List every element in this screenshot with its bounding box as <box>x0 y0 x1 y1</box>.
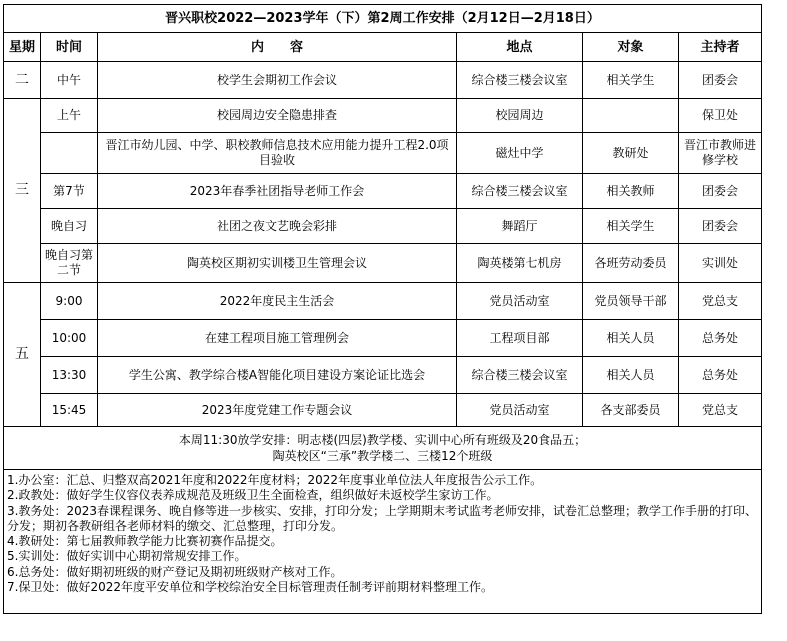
table-row <box>4 283 762 320</box>
dismissal-notice <box>4 427 762 470</box>
table-row <box>4 394 762 427</box>
target-cell: 各班劳动委员 <box>583 244 679 283</box>
header-target: 对象 <box>583 33 679 62</box>
table-row <box>4 209 762 244</box>
location-cell: 校园周边 <box>457 99 583 133</box>
department-tasks <box>4 470 762 614</box>
content-cell: 2023年度党建工作专题会议 <box>98 394 457 427</box>
host-cell: 团委会 <box>679 209 762 244</box>
list-item: 5.实训处：做好实训中心期初常规安排工作。 <box>7 549 247 564</box>
host-cell: 党总支 <box>679 283 762 320</box>
content-cell: 陶英校区期初实训楼卫生管理会议 <box>98 244 457 283</box>
notice-row <box>4 427 762 470</box>
table-row <box>4 62 762 99</box>
list-item: 4.教研处：第七届教师教学能力比赛初赛作品提交。 <box>7 534 283 549</box>
title-row <box>4 5 762 33</box>
notice-line: 本周11:30放学安排：明志楼(四层)教学楼、实训中心所有班级及20食品五； <box>178 433 587 447</box>
time-cell: 晚自习第二节 <box>41 244 98 283</box>
header-host: 主持者 <box>679 33 762 62</box>
page-title: 晋兴职校2022—2023学年（下）第2周工作安排（2月12日—2月18日） <box>4 5 762 33</box>
time-cell: 晚自习 <box>41 209 98 244</box>
list-item: 6.总务处：做好期初班级的财产登记及期初班级财产核对工作。 <box>7 564 343 579</box>
time-cell <box>41 133 98 174</box>
content-cell: 社团之夜文艺晚会彩排 <box>98 209 457 244</box>
target-cell: 教研处 <box>583 133 679 174</box>
tasks-row <box>4 470 762 614</box>
header-day: 星期 <box>4 33 41 62</box>
day-cell: 三 <box>4 99 41 283</box>
host-cell: 团委会 <box>679 174 762 209</box>
location-cell: 综合楼三楼会议室 <box>457 62 583 99</box>
time-cell: 13:30 <box>41 357 98 394</box>
list-item: 3.教务处：2023春课程课务、晚自修等进一步核实、安排，打印分发；上学期期末考试监考老师安排，试卷汇总整理；教学工作手册的打印、分发；期初各教研组各老师材料的缴交、汇总整理，打印分发。 <box>7 503 757 533</box>
host-cell: 党总支 <box>679 394 762 427</box>
target-cell: 党员领导干部 <box>583 283 679 320</box>
list-item: 7.保卫处：做好2022年度平安单位和学校综治安全目标管理责任制考评前期材料整理工作。 <box>7 580 493 595</box>
schedule-table <box>3 4 762 614</box>
list-item: 1.办公室：汇总、归整双高2021年度和2022年度材料；2022年度事业单位法人年度报告公示工作。 <box>7 473 543 487</box>
content-cell: 学生公寓、教学综合楼A智能化项目建设方案论证比选会 <box>98 357 457 394</box>
content-cell: 校园周边安全隐患排查 <box>98 99 457 133</box>
notice-line: 陶英校区“三承”教学楼二、三楼12个班级 <box>272 449 493 463</box>
target-cell <box>583 99 679 133</box>
header-time: 时间 <box>41 33 98 62</box>
content-cell: 校学生会期初工作会议 <box>98 62 457 99</box>
target-cell: 相关人员 <box>583 357 679 394</box>
host-cell: 保卫处 <box>679 99 762 133</box>
location-cell: 综合楼三楼会议室 <box>457 174 583 209</box>
host-cell: 总务处 <box>679 320 762 357</box>
day-cell: 五 <box>4 283 41 427</box>
location-cell: 工程项目部 <box>457 320 583 357</box>
host-cell: 总务处 <box>679 357 762 394</box>
table-row <box>4 174 762 209</box>
list-item: 2.政教处：做好学生仪容仪表养成规范及班级卫生全面检查，组织做好未返校学生家访工作。 <box>7 488 499 503</box>
table-row <box>4 357 762 394</box>
target-cell: 相关教师 <box>583 174 679 209</box>
location-cell: 党员活动室 <box>457 283 583 320</box>
content-cell: 在建工程项目施工管理例会 <box>98 320 457 357</box>
header-row <box>4 33 762 62</box>
time-cell: 上午 <box>41 99 98 133</box>
schedule-document <box>3 4 761 614</box>
target-cell: 相关学生 <box>583 62 679 99</box>
location-cell: 党员活动室 <box>457 394 583 427</box>
host-cell: 晋江市教师进修学校 <box>679 133 762 174</box>
header-location: 地点 <box>457 33 583 62</box>
time-cell: 15:45 <box>41 394 98 427</box>
target-cell: 各支部委员 <box>583 394 679 427</box>
time-cell: 10:00 <box>41 320 98 357</box>
table-row <box>4 133 762 174</box>
host-cell: 实训处 <box>679 244 762 283</box>
header-content: 内 容 <box>98 33 457 62</box>
target-cell: 相关人员 <box>583 320 679 357</box>
time-cell: 第7节 <box>41 174 98 209</box>
content-cell: 晋江市幼儿园、中学、职校教师信息技术应用能力提升工程2.0项目验收 <box>98 133 457 174</box>
time-cell: 中午 <box>41 62 98 99</box>
content-cell: 2023年春季社团指导老师工作会 <box>98 174 457 209</box>
location-cell: 磁灶中学 <box>457 133 583 174</box>
table-row <box>4 99 762 133</box>
table-row <box>4 244 762 283</box>
host-cell: 团委会 <box>679 62 762 99</box>
content-cell: 2022年度民主生活会 <box>98 283 457 320</box>
location-cell: 舞蹈厅 <box>457 209 583 244</box>
time-cell: 9:00 <box>41 283 98 320</box>
location-cell: 综合楼三楼会议室 <box>457 357 583 394</box>
location-cell: 陶英楼第七机房 <box>457 244 583 283</box>
table-row <box>4 320 762 357</box>
day-cell: 二 <box>4 62 41 99</box>
target-cell: 相关学生 <box>583 209 679 244</box>
